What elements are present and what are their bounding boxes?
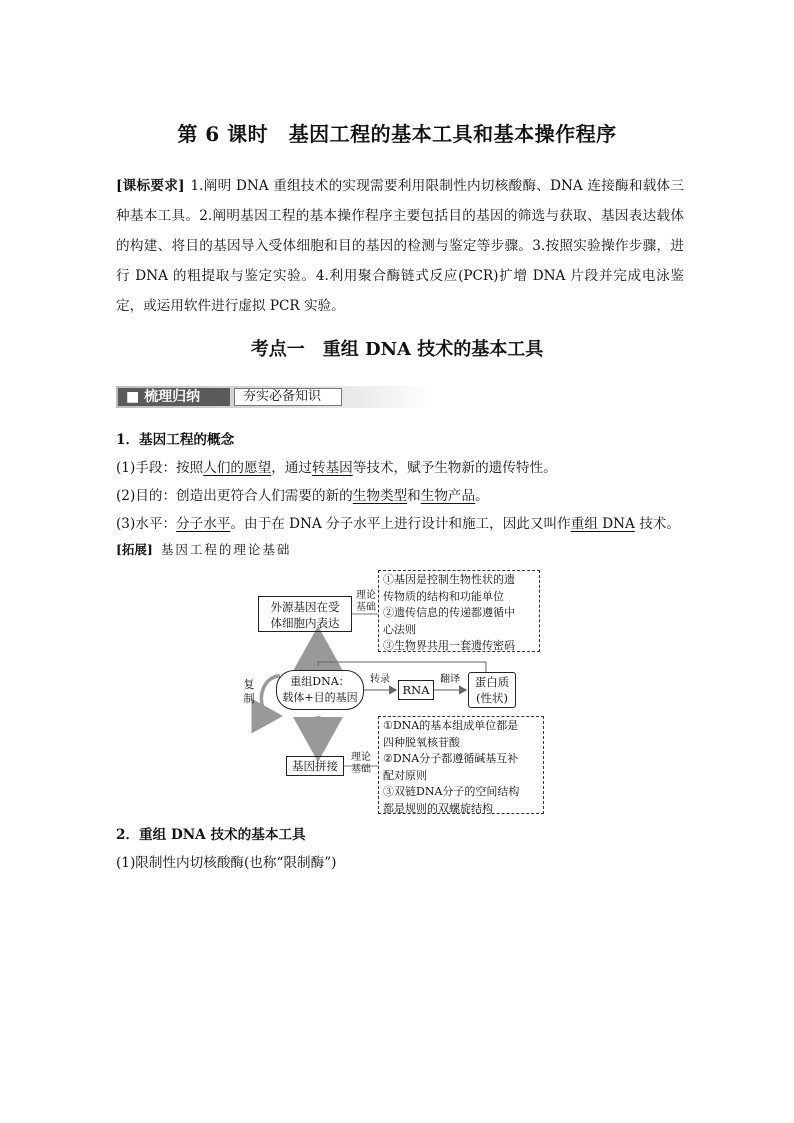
bottom-note-1: ①DNA的基本组成单位都是 xyxy=(383,719,519,732)
purpose-mid: 和 xyxy=(407,488,421,504)
means-suffix: 等技术，赋予生物新的遗传特性。 xyxy=(352,460,557,476)
top-note-3: ②遗传信息的传递都遵循中 xyxy=(383,606,515,619)
section-banner xyxy=(116,386,432,408)
level-prefix: (3)水平： xyxy=(116,516,177,532)
means-prefix: (1)手段：按照 xyxy=(116,460,204,476)
transcription-label: 转录 xyxy=(370,674,390,685)
extension-line xyxy=(116,540,696,558)
recombinant-line-1: 重组DNA： xyxy=(290,675,350,688)
level-mid: 。由于在 DNA 分子水平上进行设计和施工，因此又叫作 xyxy=(230,516,571,532)
exogenous-line-2: 体细胞内表达 xyxy=(270,616,340,630)
top-note-5: ③生物界共用一套遗传密码 xyxy=(383,639,515,652)
top-note-1: ①基因是控制生物性状的遗 xyxy=(383,573,515,586)
replication-label-1: 复 xyxy=(243,678,255,691)
theory-label-bottom-2: 基础 xyxy=(351,764,371,775)
level-answer-2: 重组 DNA xyxy=(570,516,635,532)
purpose-prefix: (2)目的：创造出更符合人们需要的新的 xyxy=(116,488,353,504)
recombinant-line-2: 载体+目的基因 xyxy=(282,691,358,704)
gene-splicing-box: 基因拼接 xyxy=(286,756,344,776)
level-answer-1: 分子水平 xyxy=(176,516,231,532)
page-title: 第 6 课时 基因工程的基本工具和基本操作程序 xyxy=(177,122,617,146)
means-mid: ，通过 xyxy=(271,460,312,476)
banner-main-label: ■ 梳理归纳 xyxy=(118,388,230,406)
means-answer-2: 转基因 xyxy=(311,460,353,476)
purpose-answer-1: 生物类型 xyxy=(352,488,408,504)
curriculum-requirements xyxy=(116,171,684,321)
rna-box: RNA xyxy=(398,680,434,700)
bottom-note-3: ②DNA分子都遵循碱基互补 xyxy=(383,752,519,765)
banner-sub-label: 夯实必备知识 xyxy=(234,388,342,406)
point2-heading: 2．重组 DNA 技术的基本工具 xyxy=(116,827,306,843)
purpose-answer-2: 生物产品 xyxy=(420,488,476,504)
point1-purpose xyxy=(116,484,696,504)
top-note-2: 传物质的结构和功能单位 xyxy=(383,589,504,603)
theory-diagram xyxy=(240,566,560,816)
translation-label: 翻译 xyxy=(440,674,460,685)
bottom-note-5: ③双链DNA分子的空间结构 xyxy=(383,785,520,798)
requirements-text: 1.阐明 DNA 重组技术的实现需要利用限制性内切核酸酶、DNA 连接酶和载体三种基本工具。2.阐明基因工程的基本操作程序主要包括目的基因的筛选与获取、基因表达载体的构建、将目的基因导入受体细胞和目的基因的检测与鉴定等步骤。3.按照实验操作步骤，进行 DNA 的粗提取与鉴定实验。4.利用聚合酶链式反应(PCR)扩增 DNA 片段并完成电泳鉴定，或运用软件进行虚拟 PCR 实验。 xyxy=(116,178,684,314)
theory-label-top-2: 基础 xyxy=(356,602,376,613)
top-notes-box xyxy=(378,570,540,652)
theory-label-top-1: 理论 xyxy=(356,590,376,601)
extension-tag: [拓展] xyxy=(116,542,153,557)
level-suffix: 技术。 xyxy=(634,516,680,532)
extension-text: 基因工程的理论基础 xyxy=(160,542,292,557)
exogenous-line-1: 外源基因在受 xyxy=(270,600,340,614)
purpose-suffix: 。 xyxy=(475,488,489,504)
point1-heading: 1．基因工程的概念 xyxy=(116,432,235,448)
replication-label xyxy=(242,678,256,706)
section-title: 考点一 重组 DNA 技术的基本工具 xyxy=(250,339,544,360)
theory-label-bottom xyxy=(344,752,378,776)
theory-label-top xyxy=(352,590,380,614)
protein-line-1: 蛋白质 xyxy=(474,675,510,689)
point1-level xyxy=(116,512,696,532)
protein-line-2: (性状) xyxy=(476,691,508,705)
exogenous-expression-box xyxy=(258,596,352,632)
bottom-note-4: 配对原则 xyxy=(383,768,427,782)
bottom-notes-box xyxy=(378,716,544,814)
point2-sub1: (1)限制性内切核酸酶(也称“限制酶”) xyxy=(116,855,337,871)
point1-means xyxy=(116,456,696,476)
protein-box xyxy=(468,672,516,708)
bottom-note-6: 都是规则的双螺旋结构 xyxy=(383,801,493,815)
top-note-4: 心法则 xyxy=(383,622,416,636)
bottom-note-2: 四种脱氧核苷酸 xyxy=(383,735,460,749)
replication-label-2: 制 xyxy=(243,692,255,705)
means-answer-1: 人们的愿望 xyxy=(203,460,272,476)
theory-label-bottom-1: 理论 xyxy=(351,752,371,763)
recombinant-dna-box xyxy=(276,670,364,710)
requirements-tag: [课标要求] xyxy=(116,178,185,194)
